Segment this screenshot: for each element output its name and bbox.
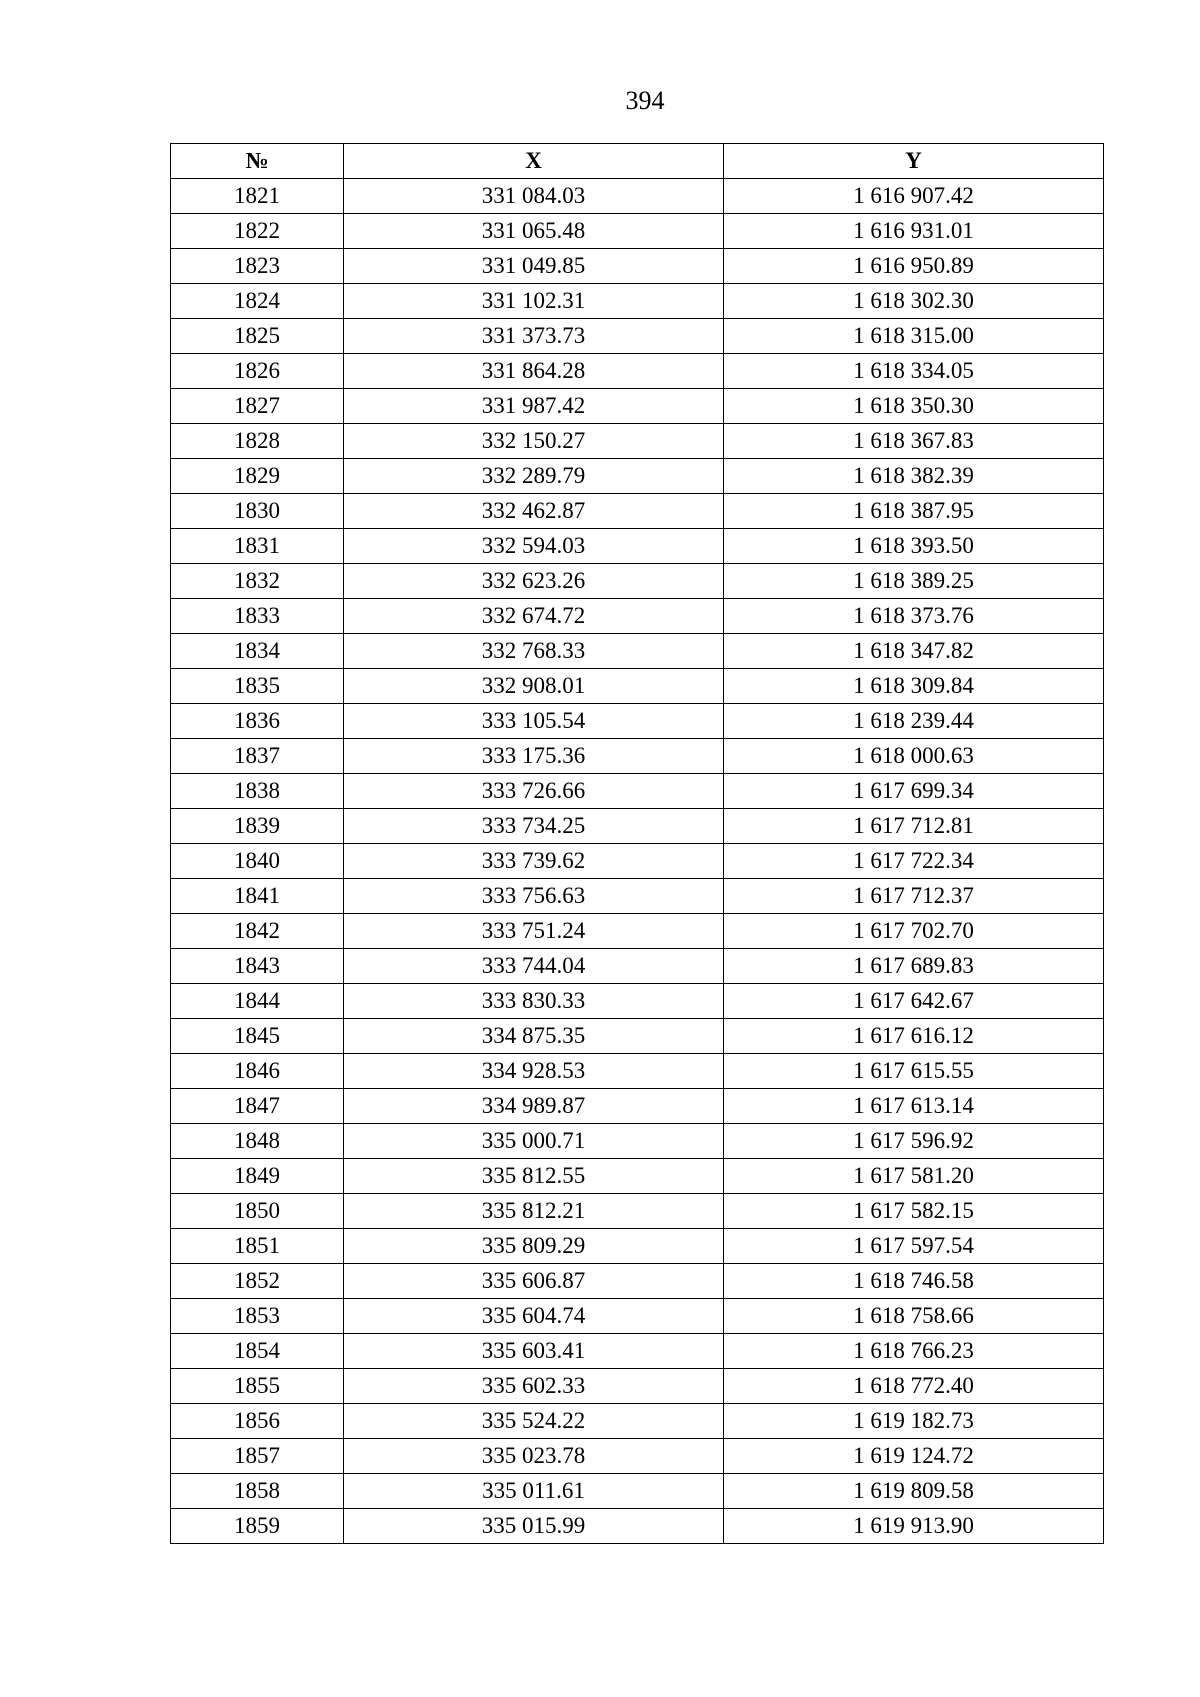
cell-number: 1821 — [171, 179, 344, 214]
cell-number: 1827 — [171, 389, 344, 424]
cell-x: 331 987.42 — [344, 389, 724, 424]
cell-y: 1 617 699.34 — [724, 774, 1104, 809]
table-row — [171, 1124, 1104, 1159]
cell-y: 1 616 950.89 — [724, 249, 1104, 284]
cell-x: 335 603.41 — [344, 1334, 724, 1369]
cell-x: 333 105.54 — [344, 704, 724, 739]
cell-y: 1 618 309.84 — [724, 669, 1104, 704]
cell-number: 1824 — [171, 284, 344, 319]
cell-x: 331 102.31 — [344, 284, 724, 319]
table-row — [171, 459, 1104, 494]
cell-x: 332 768.33 — [344, 634, 724, 669]
cell-number: 1838 — [171, 774, 344, 809]
cell-y: 1 617 712.81 — [724, 809, 1104, 844]
cell-x: 331 373.73 — [344, 319, 724, 354]
cell-x: 334 989.87 — [344, 1089, 724, 1124]
cell-x: 335 524.22 — [344, 1404, 724, 1439]
cell-y: 1 618 367.83 — [724, 424, 1104, 459]
cell-y: 1 617 702.70 — [724, 914, 1104, 949]
table-row — [171, 1334, 1104, 1369]
cell-y: 1 616 931.01 — [724, 214, 1104, 249]
cell-x: 332 462.87 — [344, 494, 724, 529]
cell-y: 1 617 722.34 — [724, 844, 1104, 879]
cell-y: 1 617 596.92 — [724, 1124, 1104, 1159]
table-row — [171, 739, 1104, 774]
cell-number: 1845 — [171, 1019, 344, 1054]
cell-y: 1 618 746.58 — [724, 1264, 1104, 1299]
table-row — [171, 599, 1104, 634]
cell-number: 1832 — [171, 564, 344, 599]
cell-y: 1 619 124.72 — [724, 1439, 1104, 1474]
cell-y: 1 618 350.30 — [724, 389, 1104, 424]
table-row — [171, 1264, 1104, 1299]
cell-number: 1829 — [171, 459, 344, 494]
cell-x: 332 150.27 — [344, 424, 724, 459]
cell-number: 1854 — [171, 1334, 344, 1369]
table-row — [171, 424, 1104, 459]
cell-number: 1852 — [171, 1264, 344, 1299]
column-header-y: Y — [724, 144, 1104, 179]
cell-x: 331 049.85 — [344, 249, 724, 284]
cell-y: 1 617 582.15 — [724, 1194, 1104, 1229]
cell-x: 332 623.26 — [344, 564, 724, 599]
table-row — [171, 179, 1104, 214]
column-header-x: X — [344, 144, 724, 179]
cell-number: 1856 — [171, 1404, 344, 1439]
table-row — [171, 1159, 1104, 1194]
cell-y: 1 619 913.90 — [724, 1509, 1104, 1544]
cell-x: 331 084.03 — [344, 179, 724, 214]
table-row — [171, 1194, 1104, 1229]
cell-y: 1 617 613.14 — [724, 1089, 1104, 1124]
cell-x: 333 751.24 — [344, 914, 724, 949]
table-row — [171, 984, 1104, 1019]
cell-x: 333 830.33 — [344, 984, 724, 1019]
table-row — [171, 1509, 1104, 1544]
cell-number: 1858 — [171, 1474, 344, 1509]
cell-x: 335 023.78 — [344, 1439, 724, 1474]
table-row — [171, 949, 1104, 984]
table-row — [171, 879, 1104, 914]
cell-x: 334 928.53 — [344, 1054, 724, 1089]
cell-x: 335 602.33 — [344, 1369, 724, 1404]
cell-number: 1848 — [171, 1124, 344, 1159]
cell-x: 332 674.72 — [344, 599, 724, 634]
cell-number: 1851 — [171, 1229, 344, 1264]
cell-y: 1 618 393.50 — [724, 529, 1104, 564]
cell-y: 1 618 758.66 — [724, 1299, 1104, 1334]
table-row — [171, 389, 1104, 424]
cell-number: 1849 — [171, 1159, 344, 1194]
cell-x: 331 864.28 — [344, 354, 724, 389]
coordinates-table — [170, 143, 1104, 1544]
cell-x: 333 734.25 — [344, 809, 724, 844]
column-header-number: № — [171, 144, 344, 179]
cell-number: 1857 — [171, 1439, 344, 1474]
table-row — [171, 494, 1104, 529]
cell-number: 1844 — [171, 984, 344, 1019]
table-row — [171, 809, 1104, 844]
table-row — [171, 669, 1104, 704]
table-row — [171, 214, 1104, 249]
cell-number: 1826 — [171, 354, 344, 389]
cell-x: 333 726.66 — [344, 774, 724, 809]
cell-number: 1840 — [171, 844, 344, 879]
cell-y: 1 618 382.39 — [724, 459, 1104, 494]
cell-x: 334 875.35 — [344, 1019, 724, 1054]
cell-x: 335 812.55 — [344, 1159, 724, 1194]
page-number: 394 — [625, 86, 665, 115]
cell-y: 1 618 347.82 — [724, 634, 1104, 669]
cell-x: 331 065.48 — [344, 214, 724, 249]
table-row — [171, 914, 1104, 949]
cell-y: 1 619 809.58 — [724, 1474, 1104, 1509]
cell-number: 1835 — [171, 669, 344, 704]
cell-y: 1 616 907.42 — [724, 179, 1104, 214]
cell-number: 1831 — [171, 529, 344, 564]
cell-number: 1823 — [171, 249, 344, 284]
cell-number: 1847 — [171, 1089, 344, 1124]
cell-number: 1853 — [171, 1299, 344, 1334]
cell-y: 1 618 766.23 — [724, 1334, 1104, 1369]
cell-number: 1842 — [171, 914, 344, 949]
cell-y: 1 619 182.73 — [724, 1404, 1104, 1439]
cell-number: 1825 — [171, 319, 344, 354]
cell-number: 1830 — [171, 494, 344, 529]
table-row — [171, 1369, 1104, 1404]
cell-y: 1 617 712.37 — [724, 879, 1104, 914]
cell-number: 1834 — [171, 634, 344, 669]
table-row — [171, 564, 1104, 599]
cell-y: 1 617 615.55 — [724, 1054, 1104, 1089]
cell-x: 333 739.62 — [344, 844, 724, 879]
table-row — [171, 284, 1104, 319]
cell-y: 1 617 689.83 — [724, 949, 1104, 984]
table-header-row — [171, 144, 1104, 179]
cell-x: 332 594.03 — [344, 529, 724, 564]
cell-x: 335 015.99 — [344, 1509, 724, 1544]
cell-y: 1 618 315.00 — [724, 319, 1104, 354]
cell-y: 1 618 000.63 — [724, 739, 1104, 774]
cell-x: 335 812.21 — [344, 1194, 724, 1229]
cell-x: 332 908.01 — [344, 669, 724, 704]
cell-y: 1 618 387.95 — [724, 494, 1104, 529]
table-row — [171, 1229, 1104, 1264]
table-row — [171, 1474, 1104, 1509]
cell-number: 1839 — [171, 809, 344, 844]
table-row — [171, 1404, 1104, 1439]
table-row — [171, 249, 1104, 284]
cell-number: 1828 — [171, 424, 344, 459]
cell-number: 1833 — [171, 599, 344, 634]
cell-y: 1 618 302.30 — [724, 284, 1104, 319]
cell-y: 1 617 597.54 — [724, 1229, 1104, 1264]
table-row — [171, 634, 1104, 669]
table-row — [171, 1089, 1104, 1124]
table-body — [171, 179, 1104, 1544]
table-row — [171, 354, 1104, 389]
cell-x: 333 744.04 — [344, 949, 724, 984]
cell-y: 1 617 642.67 — [724, 984, 1104, 1019]
cell-x: 335 604.74 — [344, 1299, 724, 1334]
table-row — [171, 319, 1104, 354]
cell-number: 1846 — [171, 1054, 344, 1089]
table-row — [171, 1299, 1104, 1334]
table-row — [171, 1439, 1104, 1474]
cell-number: 1841 — [171, 879, 344, 914]
cell-x: 335 011.61 — [344, 1474, 724, 1509]
cell-x: 335 809.29 — [344, 1229, 724, 1264]
cell-y: 1 617 616.12 — [724, 1019, 1104, 1054]
cell-y: 1 617 581.20 — [724, 1159, 1104, 1194]
cell-y: 1 618 772.40 — [724, 1369, 1104, 1404]
cell-x: 335 000.71 — [344, 1124, 724, 1159]
cell-number: 1855 — [171, 1369, 344, 1404]
table-row — [171, 844, 1104, 879]
table-row — [171, 774, 1104, 809]
cell-y: 1 618 334.05 — [724, 354, 1104, 389]
table-row — [171, 704, 1104, 739]
cell-x: 333 175.36 — [344, 739, 724, 774]
cell-y: 1 618 389.25 — [724, 564, 1104, 599]
cell-number: 1859 — [171, 1509, 344, 1544]
cell-number: 1843 — [171, 949, 344, 984]
cell-number: 1850 — [171, 1194, 344, 1229]
cell-number: 1822 — [171, 214, 344, 249]
cell-number: 1837 — [171, 739, 344, 774]
cell-x: 335 606.87 — [344, 1264, 724, 1299]
cell-y: 1 618 373.76 — [724, 599, 1104, 634]
cell-y: 1 618 239.44 — [724, 704, 1104, 739]
cell-number: 1836 — [171, 704, 344, 739]
table-row — [171, 1019, 1104, 1054]
cell-x: 332 289.79 — [344, 459, 724, 494]
cell-x: 333 756.63 — [344, 879, 724, 914]
table-row — [171, 1054, 1104, 1089]
table-row — [171, 529, 1104, 564]
